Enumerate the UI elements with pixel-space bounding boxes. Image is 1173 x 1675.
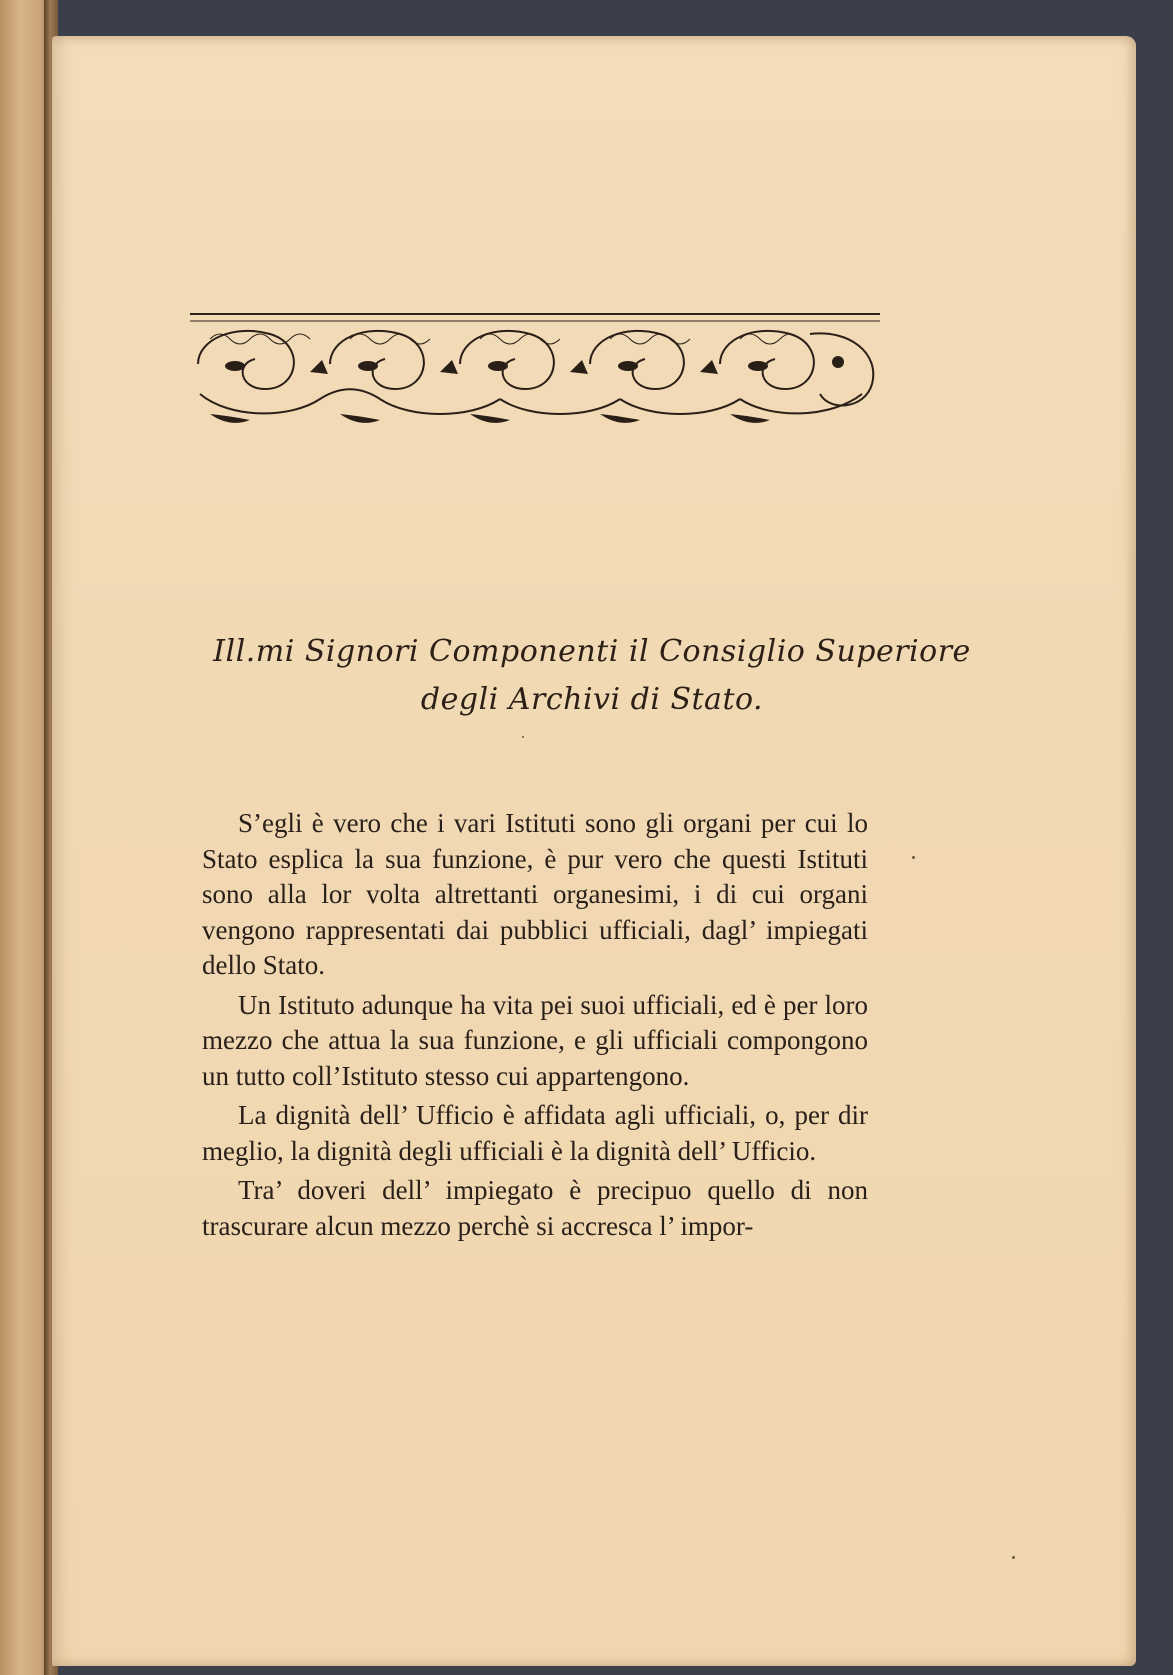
book-page — [52, 36, 1136, 1666]
paragraph: Tra’ doveri dell’ impiegato è precipuo quello di non trascurare alcun mezzo perchè si accresca l’ impor- — [202, 1175, 868, 1241]
book-gutter — [44, 0, 50, 1675]
paper-speck — [522, 736, 524, 738]
body-text — [202, 806, 868, 1248]
salutation-heading — [162, 628, 1022, 724]
paragraph: La dignità dell’ Ufficio è affidata agli ufficiali, o, per dir meglio, la dignità degli ufficiali è la dignità dell’ Ufficio. — [202, 1100, 868, 1166]
salutation-line-2: degli Archivi di Stato. — [420, 682, 764, 717]
paper-speck — [1012, 1556, 1015, 1559]
paragraph: Un Istituto adunque ha vita pei suoi ufficiali, ed è per loro mezzo che attua la sua funzione, e gli ufficiali compongono un tutto coll’Istituto stesso cui appartengono. — [202, 989, 868, 1091]
paper-speck — [912, 856, 915, 859]
salutation-line-1: Ill.mi Signori Componenti il Consiglio Superiore — [213, 634, 971, 669]
decorative-ornament-band — [190, 294, 880, 444]
paragraph: S’egli è vero che i vari Istituti sono gli organi per cui lo Stato esplica la sua funzione, è pur vero che questi Istituti sono alla lor volta altrettanti organesimi, i di cui organi vengono rappresentati dai pubblici ufficiali, dagl’ impiegati dello Stato. — [202, 808, 868, 980]
